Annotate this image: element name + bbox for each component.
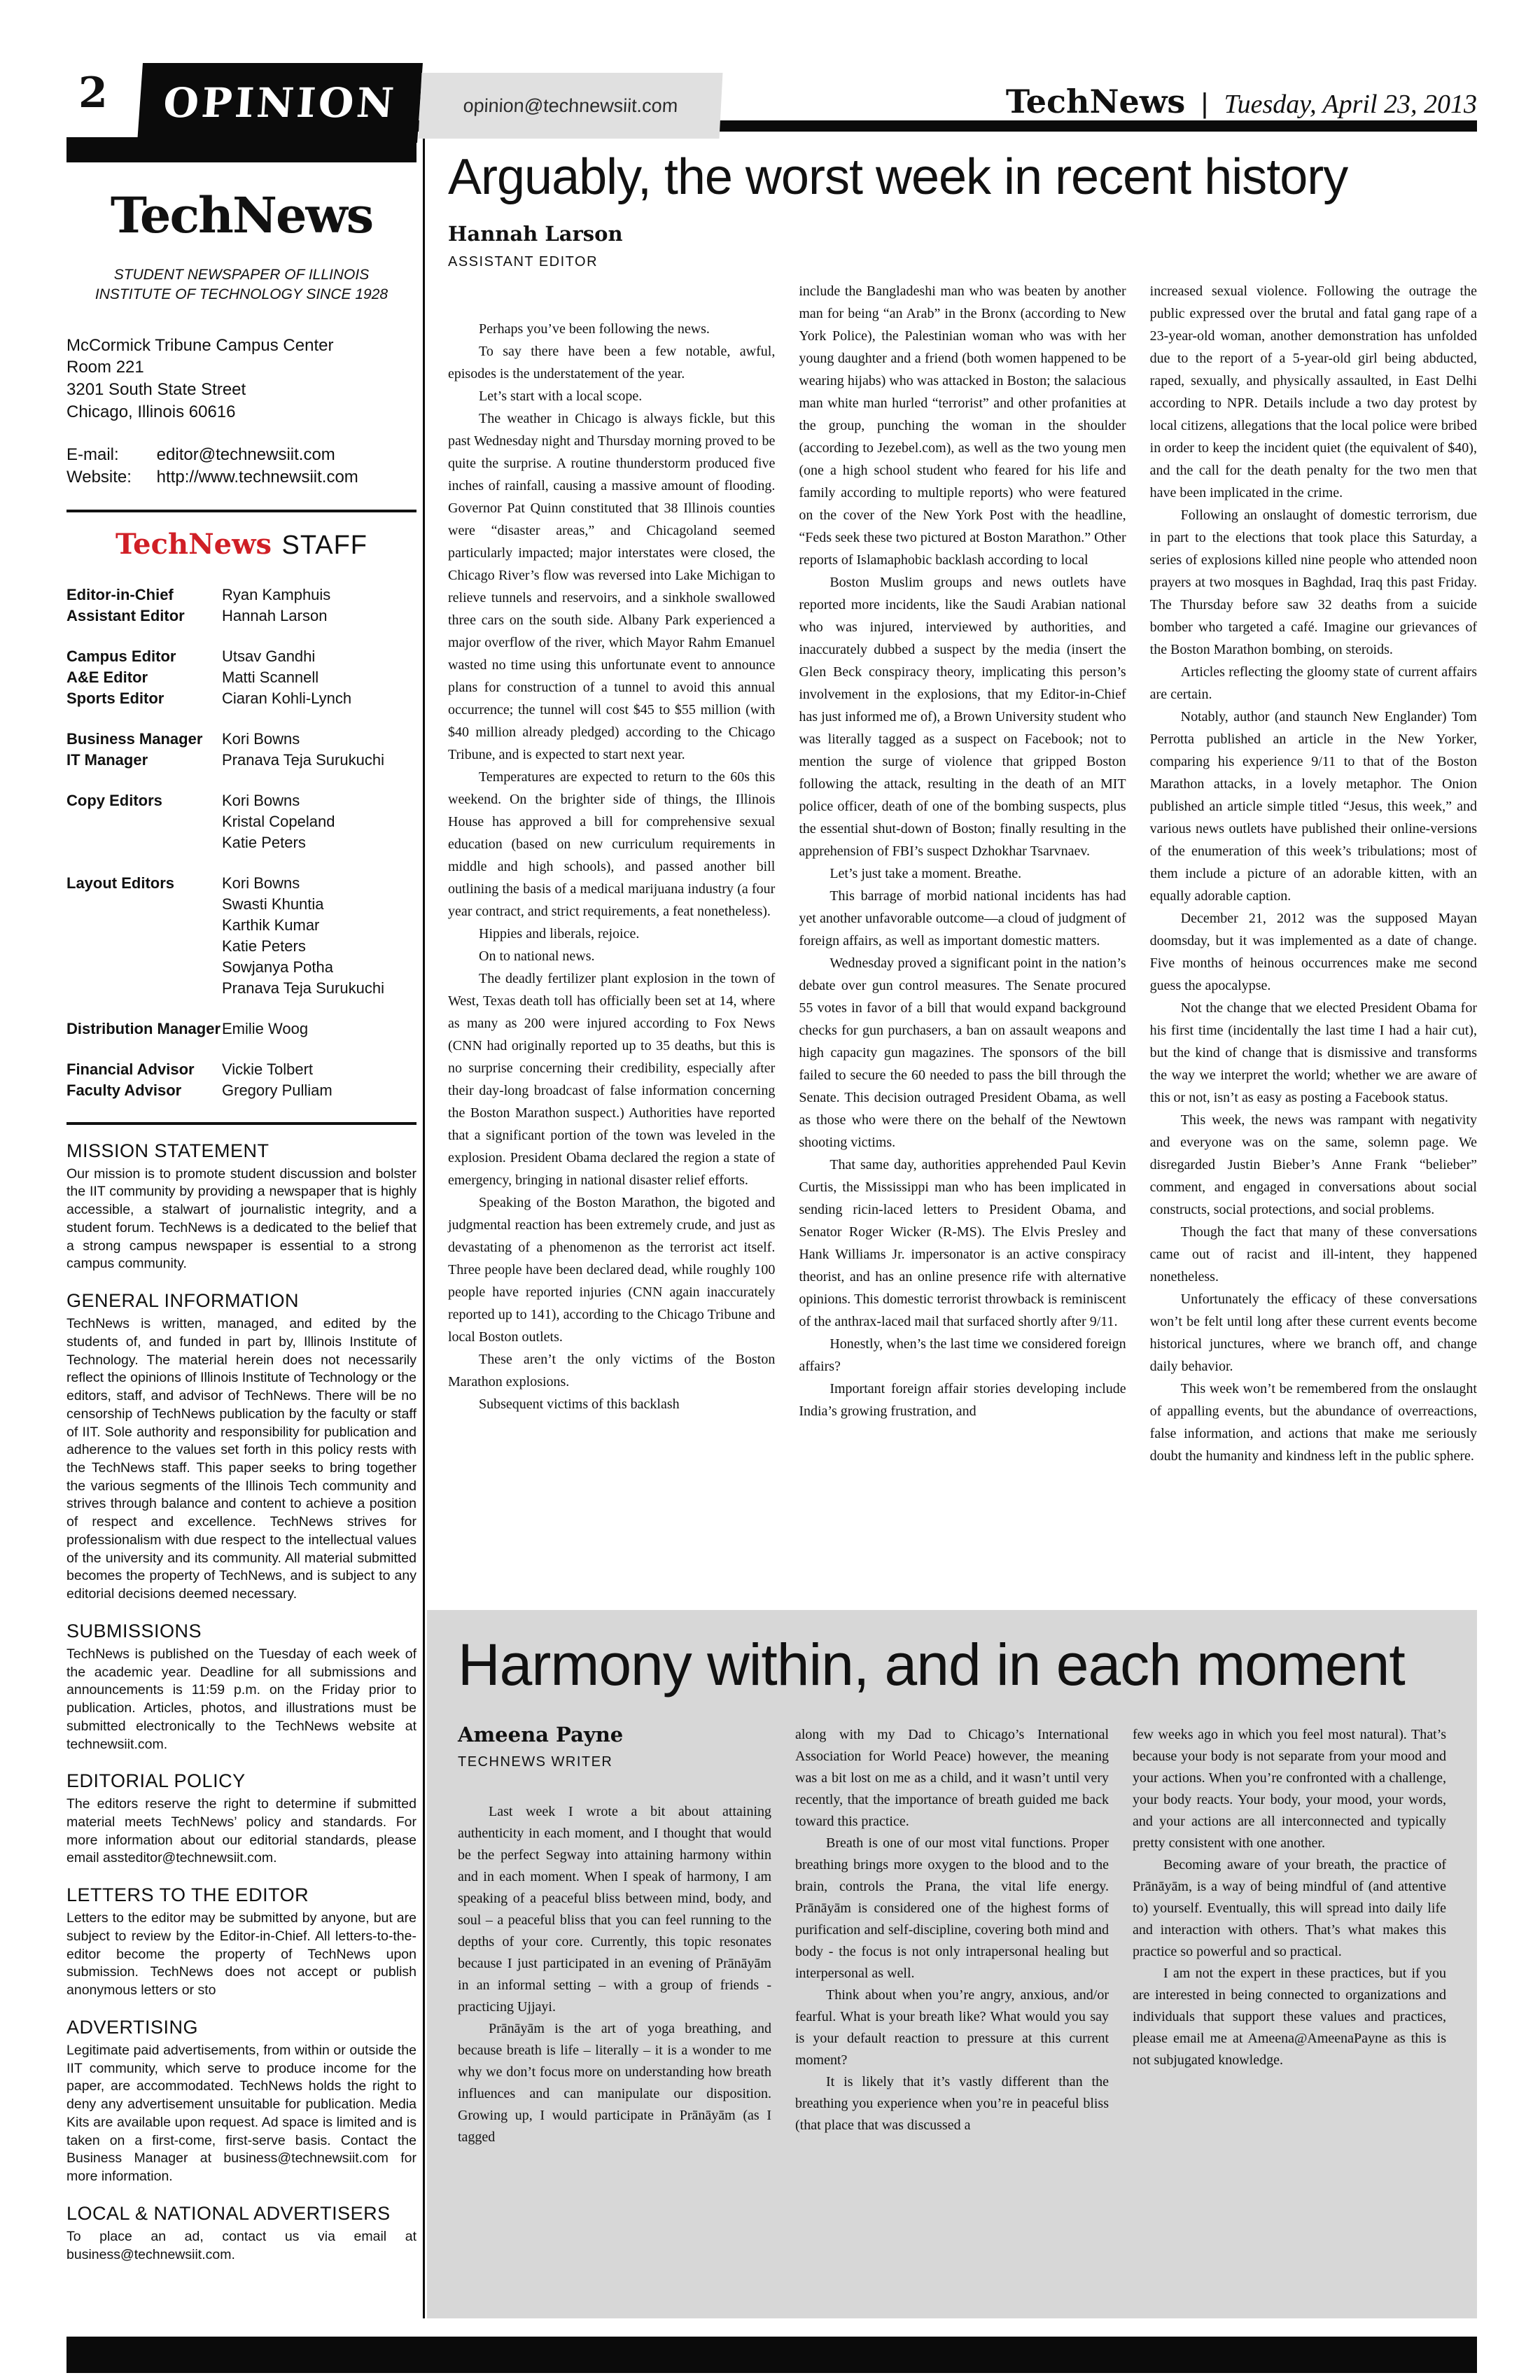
email-value: editor@technewsiit.com: [156, 445, 335, 465]
staff-name: Vickie Tolbert: [222, 1060, 314, 1078]
sidebar-section: [66, 1884, 416, 2000]
article2-paragraph: Prānāyām is the art of yoga breathing, and because breath is life – literally – it is a wonder to me why we don’t focus more on understanding how breath influences and can manipulate our disposition. Growing up, I would participate in Prānāyām (as I tagged: [458, 2021, 771, 2145]
article1-paragraph: Unfortunately the efficacy of these conversations won’t be felt until long after these current events become historical junctures, where we branch off, and change daily behavior.: [1149, 1292, 1477, 1374]
article1-paragraph: Following an onslaught of domestic terrorism, due in part to the elections that took place this Saturday, a series of explosions killed nine people who attended noon prayers at two mosques in Baghdad, Iraq this past Friday. The Thursday before saw 32 deaths from a suicide bomber who targeted a café. Imagine our grievances of the Boston Marathon bombing, on steroids.: [1149, 507, 1477, 657]
section-title: OPINION: [162, 79, 398, 127]
staff-title-brand: TechNews: [115, 527, 272, 561]
article2-paragraph: Think about when you’re angry, anxious, and/or fearful. What is your breath like? What would you say is your default reaction to pressure at this current moment?: [795, 1987, 1109, 2068]
staff-group: [66, 1018, 416, 1040]
staff-names: [222, 1080, 332, 1101]
contact-website-row: [66, 466, 416, 489]
staff-row: [66, 1059, 416, 1080]
staff-names: [222, 873, 384, 999]
staff-names: [222, 667, 318, 688]
article2-col2-text: [795, 1724, 1109, 2136]
article1-author: Hannah Larson: [448, 222, 623, 246]
sidebar-divider: [66, 1122, 416, 1125]
staff-list: [66, 584, 416, 1101]
article2-paragraph: Becoming aware of your breath, the practice of Prānāyām, is a way of being mindful of (and attentive to) yourself. Eventually, this will spread into daily life and interaction with others. That’s what makes this practice so powerful and so practical.: [1133, 1857, 1446, 1959]
sidebar-divider: [66, 510, 416, 512]
staff-role: Editor-in-Chief: [66, 585, 174, 603]
staff-role: Layout Editors: [66, 874, 175, 892]
staff-role: Copy Editors: [66, 791, 162, 809]
staff-row: [66, 1080, 416, 1101]
paper-logo: TechNews: [110, 186, 373, 244]
staff-role: IT Manager: [66, 750, 148, 769]
staff-name: Utsav Gandhi: [222, 647, 316, 665]
article1-paragraph: This week won’t be remembered from the onslaught of appalling events, but the abundance of overreactions, false information, and actions that make me seriously doubt the humanity and kindness left in the public sphere.: [1149, 1381, 1477, 1464]
sidebar-section-heading: MISSION STATEMENT: [66, 1140, 270, 1161]
article1-paragraph: These aren’t the only victims of the Boston Marathon explosions.: [448, 1352, 776, 1390]
staff-names: [222, 790, 335, 853]
article1-paragraph: The weather in Chicago is always fickle, but this past Wednesday night and Thursday morning proved to be quite the surprise. A routine thunderstorm produced five inches of rainfall, causing a massive amount of flooding. Governor Pat Quinn constituted that 38 Illinois counties were “disaster areas,” and Chicagoland seemed particularly impacted; major interstates were closed, the Chicago River’s flow was reversed into Lake Michigan to relieve tunnels and reservoirs, and a sinkhole swallowed three cars on the south side. Albany Park experienced a major overflow of the river, which Mayor Rahm Emanuel wasted no time using this unfortunate event to announce plans for construction of a tunnel to avoid this annual occurrence; the tunnel will cost $45 to $55 million (with $40 million already pledged) according to the Chicago Tribune, and is expected to start next year.: [448, 411, 776, 762]
sidebar: [66, 176, 416, 2281]
staff-role: Financial Advisor: [66, 1060, 195, 1078]
website-value: http://www.technewsiit.com: [156, 468, 358, 487]
staff-row: [66, 1018, 416, 1040]
staff-group: [66, 646, 416, 709]
article1-paragraph: This week, the news was rampant with negativity and everyone was on the same, solemn page. We disregarded Justin Bieber’s Anne Frank “belieber” comment, and engaged in conversations about social constructs, social protections, and social problems.: [1149, 1112, 1477, 1217]
staff-names: [222, 1018, 308, 1040]
article2-columns: [458, 1724, 1446, 2148]
footer-bar: [66, 2337, 1477, 2373]
paper-tagline: STUDENT NEWSPAPER OF ILLINOIS INSTITUTE OF TECHNOLOGY SINCE 1928: [94, 267, 388, 303]
staff-name: Gregory Pulliam: [222, 1081, 332, 1099]
sidebar-section: [66, 1290, 416, 1604]
staff-title: [66, 528, 416, 561]
staff-role: Sports Editor: [66, 689, 164, 707]
article1-paragraph: This barrage of morbid national incidents has had yet another unfavorable outcome—a cloud of judgment of foreign affairs, as well as important domestic matters.: [799, 888, 1126, 948]
contact-email-row: [66, 444, 416, 466]
staff-name: Ciaran Kohli-Lynch: [222, 689, 352, 707]
section-email-box: [419, 73, 723, 139]
staff-name: Kori Bowns: [222, 729, 300, 748]
paper-contact: [66, 444, 416, 488]
article2-byline: [458, 1724, 771, 1773]
sidebar-section: [66, 1770, 416, 1868]
article2-col3-text: [1133, 1724, 1446, 2071]
article1-paragraph: include the Bangladeshi man who was beaten by another man for being “an Arab” in the Bronx (according to New York Police), the Palestinian woman who was with her young daughter and a friend (both women happened to be wearing hijabs) who was attacked in Boston; the salacious man white man hurled “terrorist” and other profanities at the group, punching the woman in the shoulder (according to Jezebel.com), as well as the two young men (one a high school student who feared for his life and family according to multiple reports) who were featured on the cover of the New York Post with the headline, “Feds seek these two pictured at Boston Marathon.” Other reports of Islamaphobic backlash according to local: [799, 284, 1126, 568]
article-harmony: [427, 1610, 1477, 2318]
staff-row: [66, 873, 416, 999]
sidebar-section-body: The editors reserve the right to determine if submitted material meets TechNews’ policy and standards. For more information about our editorial standards, please email assteditor@technewsiit.com.: [66, 1796, 416, 1866]
article1-paragraph: Subsequent victims of this backlash: [479, 1396, 680, 1412]
staff-names: [222, 1059, 313, 1080]
sidebar-sections: [66, 1140, 416, 2264]
article1-column-3: [1150, 223, 1477, 1467]
staff-row: [66, 584, 416, 606]
staff-group: [66, 873, 416, 999]
staff-row: [66, 606, 416, 626]
article1-paragraph: Honestly, when’s the last time we considered foreign affairs?: [799, 1336, 1126, 1374]
article1-paragraph: Speaking of the Boston Marathon, the bigoted and judgmental reaction has been extremely crude, and just as devastating of a phenomenon as the terrorist act itself. Three people have been declared dead, while roughly 100 people have reported injuries (CNN again inaccurately reported up to 141), according to the Chicago Tribune and local Boston outlets.: [448, 1195, 776, 1345]
staff-name: Matti Scannell: [222, 668, 319, 686]
masthead-separator: |: [1200, 88, 1209, 119]
article1-col2-text: [799, 280, 1126, 1422]
article1-col3-text: [1150, 280, 1477, 1467]
staff-name: Ryan Kamphuis: [222, 585, 331, 603]
staff-row: [66, 688, 416, 709]
article1-paragraph: Though the fact that many of these conversations came out of racist and ill-intent, they happened nonetheless.: [1149, 1224, 1477, 1284]
article1-headline: Arguably, the worst week in recent history: [448, 149, 1348, 205]
sidebar-section: [66, 2203, 416, 2264]
article2-paragraph: along with my Dad to Chicago’s International Association for World Peace) however, the meaning was a bit lost on me as a child, and it wasn’t until very recently, that the importance of breath guided me back toward this practice.: [795, 1727, 1109, 1829]
article1-column-2: [799, 223, 1126, 1467]
sidebar-section-heading: ADVERTISING: [66, 2016, 199, 2038]
article2-author-role: TECHNEWS WRITER: [458, 1754, 613, 1770]
article1-byline: [448, 223, 775, 273]
staff-name: Katie Peters: [222, 833, 306, 851]
staff-name: Swasti Khuntia: [222, 895, 324, 913]
sidebar-section-heading: LETTERS TO THE EDITOR: [66, 1884, 309, 1906]
sidebar-section-body: Our mission is to promote student discussion and bolster the IIT community by providing a newspaper that is highly accessible, a stalwart of journalistic integrity, and a student forum. TechNews is a dedicated to the belief that a strong campus newspaper is essential to a strong campus community.: [66, 1166, 416, 1272]
staff-names: [222, 688, 351, 709]
staff-role: Assistant Editor: [66, 606, 185, 624]
article1-paragraph: The deadly fertilizer plant explosion in the town of West, Texas death toll has officially been set at 14, where as many as 200 were injured according to Fox News (CNN had originally reported up to 35 deaths, but this is no surprise concerning their credibility, especially after their day-long broadcast of false information concerning the Boston Marathon suspect.) Authorities have reported that a significant portion of the town was leveled in the explosion. President Obama declared the region a state of emergency, bringing in national disaster relief efforts.: [448, 971, 776, 1188]
staff-name: Hannah Larson: [222, 606, 328, 624]
article1-paragraph: Perhaps you’ve been following the news.: [479, 321, 710, 337]
staff-names: [222, 750, 384, 771]
article1-paragraph: Wednesday proved a significant point in the nation’s debate over gun control measures. The Senate procured 55 votes in favor of a bill that would expand background checks for gun purchasers, a ban on assault weapons and high capacity gun magazines. The sponsors of the bill failed to secure the 60 needed to pass the bill through the Senate. This decision outraged President Obama, as well as those who were there on the behalf of the Newtown shooting victims.: [799, 955, 1126, 1150]
article1-paragraph: Notably, author (and staunch New Englander) Tom Perrotta published an article in the New Yorker, comparing his experience 9/11 to that of the Boston Marathon attacks, in a lovely metaphor. The Onion published an article simple titled “Jesus, this week,” and various news outlets have published their online-versions of the enumeration of this week’s tribulations; most of them include a picture of an adorable kitten, with an equally adorable caption.: [1149, 709, 1477, 904]
sidebar-section-body: Letters to the editor may be submitted by anyone, but are subject to review by the Editor-in-Chief. All letters-to-the-editor become the property of TechNews upon submission. TechNews does not accept or publish anonymous letters or sto: [66, 1910, 416, 1998]
sidebar-section-body: TechNews is written, managed, and edited by the students of, and funded in part by, Illinois Institute of Technology. The material herein does not necessarily reflect the opinions of Illinois Institute of Technology or the editors, staff, and advisor of TechNews. There will be no censorship of TechNews publication by the faculty or staff of IIT. Sole authority and responsibility for publication and adherence to the values set forth in this policy rests with the TechNews staff. This paper seeks to bring together the various segments of the Illinois Tech community and strives through balance and content to achieve a position of respect and excellence. TechNews strives for professionalism with due respect to the intellectual values of the university and its community. All material submitted becomes the property of TechNews, and is subject to any editorial decisions deemed necessary.: [66, 1316, 416, 1602]
staff-row: [66, 750, 416, 771]
staff-group: [66, 1059, 416, 1101]
article1-columns: [448, 223, 1477, 1467]
article1-paragraph: Temperatures are expected to return to the 60s this weekend. On the brighter side of things, the Illinois House has approved a bill for comprehensive sexual education (based on new curriculum requirements in middle and high schools), and passed another bill outlining the basis of a medical marijuana industry (a four year contract, and strict requirements, a feat nonetheless).: [448, 769, 776, 919]
staff-role: Distribution Manager: [66, 1019, 221, 1037]
article1-paragraph: December 21, 2012 was the supposed Mayan doomsday, but it was implemented as a date of change. Five months of heinous occurrences make me second guess the apocalypse.: [1149, 911, 1477, 993]
staff-names: [222, 606, 327, 626]
staff-name: Pranava Teja Surukuchi: [222, 979, 384, 997]
article2-headline: Harmony within, and in each moment: [458, 1632, 1405, 1698]
article1-paragraph: On to national news.: [479, 948, 595, 964]
article1-paragraph: Not the change that we elected President Obama for his first time (incidentally the last time I had a hair cut), but the kind of change that is dismissive and transforms the way we interpret the world; whether we are aware of this or not, isn’t as easy as posting a Facebook status.: [1149, 1000, 1477, 1105]
staff-title-rest: STAFF: [281, 530, 368, 560]
article2-paragraph: It is likely that it’s vastly different than the breathing you experience when you’re in peaceful bliss (that place that was discussed a: [795, 2074, 1109, 2133]
sidebar-section: [66, 2017, 416, 2186]
masthead-brand: TechNews: [1005, 83, 1186, 120]
staff-row: [66, 790, 416, 853]
article2-paragraph: Last week I wrote a bit about attaining authenticity in each moment, and I thought that would be the perfect Segway into attaining harmony within and in each moment. When I speak of harmony, I am speaking of a peaceful bliss between mind, body, and soul – a peaceful bliss that you can feel running to the depths of your core. Currently, this topic resonates because I just participated in an evening of Prānāyām in an informal setting – with a group of friends -practicing Ujjayi.: [458, 1804, 771, 2015]
sidebar-section-heading: SUBMISSIONS: [66, 1620, 202, 1642]
article2-col1-text: [458, 1801, 771, 2148]
article1-paragraph: Hippies and liberals, rejoice.: [479, 926, 640, 941]
issue-date: Tuesday, April 23, 2013: [1224, 90, 1477, 119]
article2-column-2: [795, 1724, 1109, 2148]
article1-paragraph: That same day, authorities apprehended Paul Kevin Curtis, the Mississippi man who has been implicated in sending ricin-laced letters to President Obama, and Senator Roger Wicker (R-MS). The Elvis Presley and Hank Williams Jr. impersonator is an active conspiracy theorist, and has an online presence rife with alternative opinions. This domestic terrorist throwback is reminiscent of the anthrax-laced mail that surfaced shortly after 9/11.: [799, 1157, 1126, 1329]
staff-role: Faculty Advisor: [66, 1081, 182, 1099]
sidebar-top-bar: [66, 137, 416, 162]
sidebar-section-heading: GENERAL INFORMATION: [66, 1290, 300, 1312]
staff-row: [66, 667, 416, 688]
staff-role: Business Manager: [66, 729, 203, 748]
staff-role: Campus Editor: [66, 647, 176, 665]
staff-row: [66, 646, 416, 667]
staff-group: [66, 790, 416, 853]
article1-col1-text: [448, 318, 775, 1415]
article1-paragraph: Important foreign affair stories developing include India’s growing frustration, and: [799, 1381, 1126, 1419]
address-line: Room 221: [66, 358, 144, 377]
paper-address: [66, 335, 416, 424]
staff-names: [222, 729, 300, 750]
article1-column-1: [448, 223, 775, 1467]
article1-paragraph: increased sexual violence. Following the outrage the public expressed over the brutal and fatal gang rape of a 23-year-old woman, another demonstration has unfolded due to the report of a 5-year-old girl being abducted, raped, sexually, and physically assaulted, in East Delhi according to NPR. Details include a two day protest by local citizens, allegations that the local police were bribed in order to keep the incident quiet (the equivalent of $40), and the call for the death penalty for the two men that have been implicated in the crime.: [1149, 284, 1477, 500]
sidebar-section-body: TechNews is published on the Tuesday of each week of the academic year. Deadline for all submissions and announcements is 11:59 p.m. on the Friday prior to publication. Articles, photos, and illustrations must be submitted electronically to the TechNews website at technewsiit.com.: [66, 1646, 416, 1752]
section-email: opinion@technewsiit.com: [462, 94, 679, 116]
address-line: McCormick Tribune Campus Center: [66, 335, 334, 355]
staff-row: [66, 729, 416, 750]
staff-name: Kori Bowns: [222, 874, 300, 892]
sidebar-section-heading: LOCAL & NATIONAL ADVERTISERS: [66, 2202, 391, 2224]
column-divider: [423, 137, 425, 2318]
article1-author-role: ASSISTANT EDITOR: [448, 254, 598, 270]
staff-names: [222, 584, 330, 606]
article2-author: Ameena Payne: [458, 1723, 624, 1746]
staff-group: [66, 584, 416, 626]
article2-paragraph: Breath is one of our most vital functions. Proper breathing brings more oxygen to the blood and to the brain, controls the Prana, the vital life energy. Prānāyām is considered one of the highest forms of purification and self-discipline, covering both mind and body - the focus is not only intrapersonal healing but interpersonal as well.: [795, 1835, 1109, 1981]
article1-paragraph: Boston Muslim groups and news outlets have reported more incidents, like the Saudi Arabian national who was injured, interviewed by authorities, and inaccurately dubbed a suspect by the media (insert the Glen Beck conspiracy theory, implicating this person’s involvement in the explosions, that my Editor-in-Chief has just informed me of), a Brown University student who was literally tagged as a suspect on Facebook; not to mention the surge of violence that gripped Boston following the attack, resulting in the death of an MIT police officer, death of one of the bombing suspects, plus the essential shut-down of Boston; finally resulting in the apprehension of FBI’s suspect Dzhokhar Tsarvnaev.: [799, 575, 1126, 859]
staff-name: Katie Peters: [222, 937, 306, 955]
masthead: [1006, 83, 1477, 120]
article2-column-3: [1133, 1724, 1446, 2148]
sidebar-section: [66, 1620, 416, 1754]
article-worst-week: [448, 148, 1477, 1467]
article2-column-1: [458, 1724, 771, 2148]
article1-paragraph: Articles reflecting the gloomy state of current affairs are certain.: [1149, 664, 1477, 702]
address-line: 3201 South State Street: [66, 380, 246, 400]
address-line: Chicago, Illinois 60616: [66, 402, 236, 421]
sidebar-section: [66, 1140, 416, 1273]
staff-name: Kristal Copeland: [222, 812, 335, 830]
sidebar-section-heading: EDITORIAL POLICY: [66, 1770, 246, 1792]
article1-paragraph: To say there have been a few notable, awful, episodes is the understatement of the year.: [448, 344, 776, 382]
staff-name: Sowjanya Potha: [222, 958, 333, 976]
staff-names: [222, 646, 315, 667]
staff-role: A&E Editor: [66, 668, 148, 686]
staff-name: Karthik Kumar: [222, 916, 320, 934]
article1-paragraph: Let’s just take a moment. Breathe.: [830, 866, 1022, 881]
sidebar-section-body: Legitimate paid advertisements, from within or outside the IIT community, which serve to produce income for the paper, are accommodated. TechNews holds the right to deny any advertisement unsuitable for publication. Media Kits are available upon request. Ad space is limited and is taken on a first-come, first-serve basis. Contact the Business Manager at business@technewsiit.com for more information.: [66, 2042, 416, 2185]
sidebar-section-body: To place an ad, contact us via email at business@technewsiit.com.: [66, 2228, 416, 2262]
staff-name: Kori Bowns: [222, 791, 300, 809]
section-banner: [137, 63, 423, 143]
website-label: Website:: [66, 468, 132, 487]
article2-paragraph: I am not the expert in these practices, but if you are interested in being connected to organizations and individuals that support these values and practices, please email me at Ameena@AmeenaPayne as this is not subjugated knowledge.: [1133, 1966, 1446, 2068]
staff-name: Emilie Woog: [222, 1019, 309, 1037]
email-label: E-mail:: [66, 445, 119, 465]
page-number: 2: [78, 69, 108, 118]
staff-group: [66, 729, 416, 771]
article1-paragraph: Let’s start with a local scope.: [479, 388, 643, 404]
article2-paragraph: few weeks ago in which you feel most natural). That’s because your body is not separate from your mood and your actions. When you’re confronted with a challenge, your body reacts. Your body, your mood, your words, and your actions are all interconnected and typically pretty consistent with one another.: [1133, 1727, 1446, 1851]
staff-name: Pranava Teja Surukuchi: [222, 750, 384, 769]
